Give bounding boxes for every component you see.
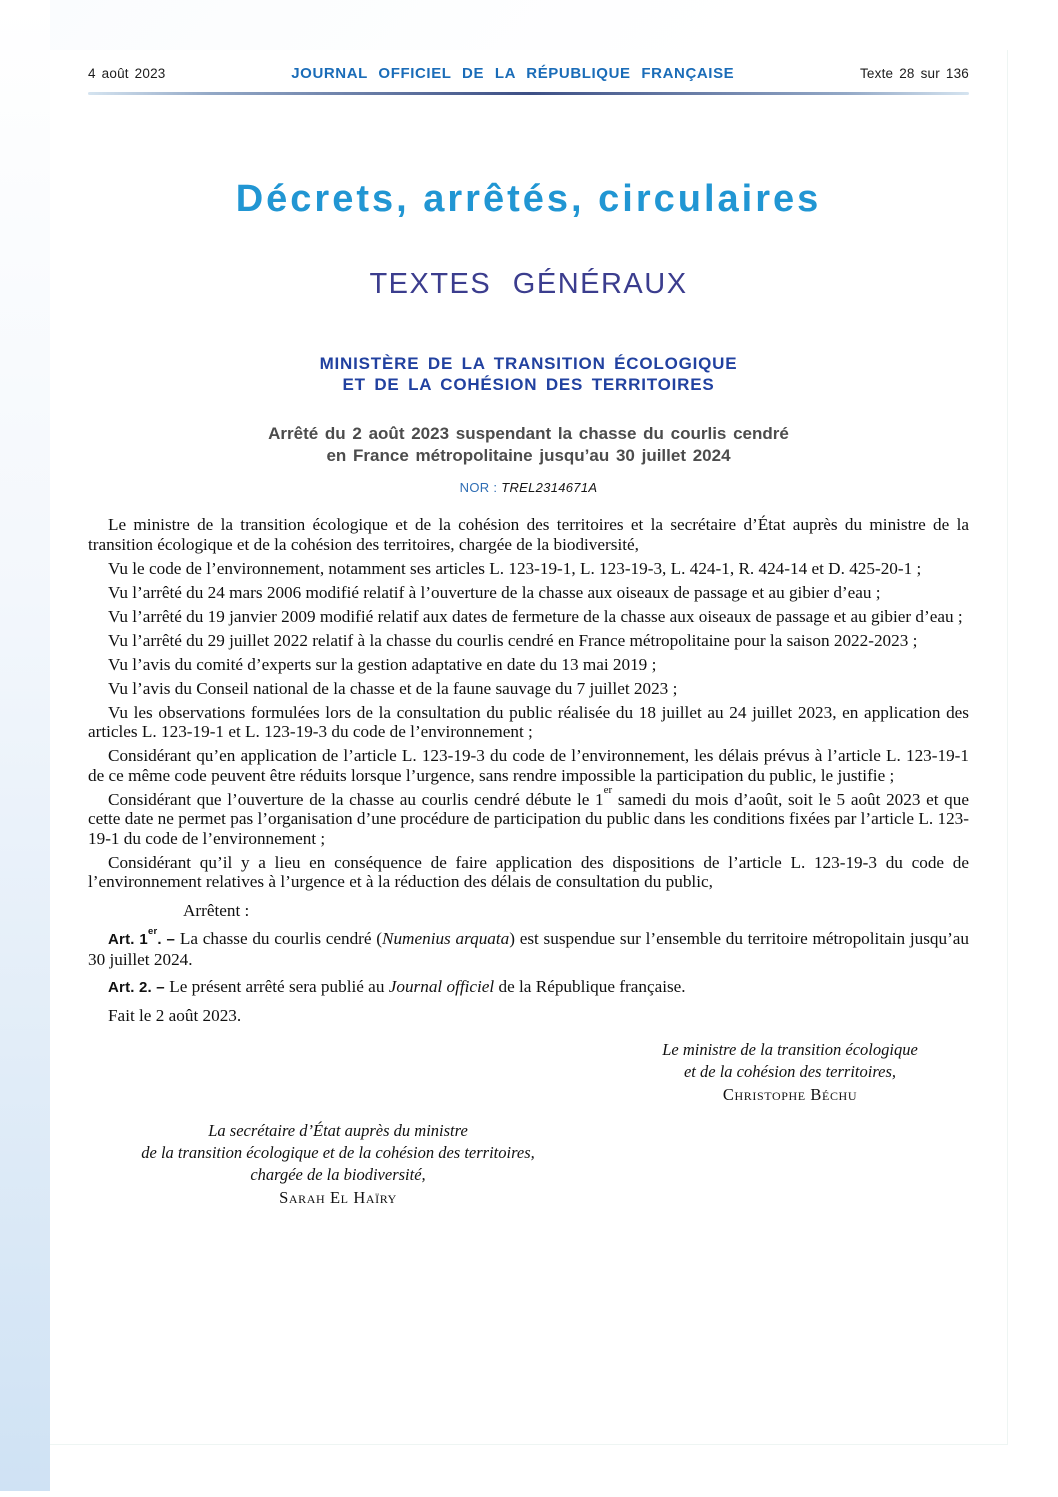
article-2-label: Art. 2. – bbox=[108, 979, 170, 996]
section-main-title: Décrets, arrêtés, circulaires bbox=[235, 178, 822, 220]
act-body bbox=[88, 515, 969, 1025]
article-2-text-end: de la République française. bbox=[494, 977, 686, 996]
left-margin-shade bbox=[0, 0, 50, 1491]
considerant-paragraph-1: Considérant qu’en application de l’article L. 123-19-3 du code de l’environnement, les délais prévus à l’article L. 123-19-1 de ce même code peuvent être réduits lorsque l’urgence, sans rendre impossible la participation du public, le justifie ; bbox=[88, 746, 969, 785]
act-title-line-1: Arrêté du 2 août 2023 suspendant la chasse du courlis cendré bbox=[268, 424, 789, 443]
preamble-paragraph: Le ministre de la transition écologique et de la cohésion des territoires et la secrétaire d’État auprès du ministre de la transition écologique et de la cohésion des territoires, chargée de la biodiversité, bbox=[88, 515, 969, 554]
article-1 bbox=[88, 926, 970, 969]
considerant-2-text-start: Considérant que l’ouverture de la chasse au courlis cendré débute le 1 bbox=[108, 789, 604, 809]
minister-role-line-1: Le ministre de la transition écologique bbox=[662, 1040, 918, 1059]
ordinal-superscript: er bbox=[603, 783, 613, 796]
article-1-text-end: ) est suspendue sur l’ensemble du territoire métropolitain jusqu’au 30 juillet 2024. bbox=[88, 929, 970, 969]
page-top-shade bbox=[0, 0, 1058, 50]
act-title bbox=[88, 423, 969, 467]
visa-paragraph-1: Vu le code de l’environnement, notamment ses articles L. 123-19-1, L. 123-19-3, L. 424-1, R. 424-14 et D. 425-20-1 ; bbox=[108, 558, 922, 578]
minister-role-line-2: et de la cohésion des territoires, bbox=[683, 1062, 897, 1081]
nor-value: TREL2314671A bbox=[501, 480, 598, 495]
nor-line bbox=[88, 480, 969, 495]
article-1-text-start: La chasse du courlis cendré ( bbox=[179, 929, 382, 948]
visa-paragraph-4: Vu l’arrêté du 29 juillet 2022 relatif à la chasse du courlis cendré en France métropolitaine pour la saison 2022-2023 ; bbox=[108, 630, 918, 650]
considerant-2-text-end: samedi du mois d’août, soit le 5 août 2023 et que cette date ne permet pas l’organisation d’une procédure de participation du public dans les conditions fixées par l’article L. 123-19-1 du code de l’environnement ; bbox=[88, 789, 969, 848]
article-1-species-name: Numenius arquata bbox=[382, 929, 510, 948]
considerant-paragraph-3: Considérant qu’il y a lieu en conséquence de faire application des dispositions de l’article L. 123-19-3 du code de l’environnement relatives à l’urgence et à la réduction des délais de consultation du public, bbox=[88, 852, 969, 891]
journal-title: JOURNAL OFFICIEL DE LA RÉPUBLIQUE FRANÇAISE bbox=[291, 65, 735, 82]
visa-paragraph-5: Vu l’avis du comité d’experts sur la gestion adaptative en date du 13 mai 2019 ; bbox=[108, 654, 657, 674]
visa-paragraph-7: Vu les observations formulées lors de la consultation du public réalisée du 18 juillet au 24 juillet 2023, en application des articles L. 123-19-1 et L. 123-19-3 du code de l’environnement ; bbox=[88, 702, 969, 741]
article-2-journal-name: Journal officiel bbox=[388, 977, 495, 996]
section-subtitle: TEXTES GÉNÉRAUX bbox=[369, 268, 688, 300]
ministry-line-1: MINISTÈRE DE LA TRANSITION ÉCOLOGIQUE bbox=[319, 354, 738, 373]
considerant-paragraph-2 bbox=[88, 783, 969, 849]
secretary-name: Sarah El Haïry bbox=[279, 1188, 397, 1207]
running-head bbox=[88, 50, 969, 82]
act-title-line-2: en France métropolitaine jusqu’au 30 juillet 2024 bbox=[326, 446, 731, 465]
secretary-signature-block bbox=[88, 1120, 588, 1209]
article-2-text-start: Le présent arrêté sera publié au bbox=[169, 977, 389, 996]
secretary-role-line-2: de la transition écologique et de la cohésion des territoires, bbox=[141, 1143, 535, 1162]
journal-page bbox=[50, 50, 1008, 1445]
text-reference: Texte 28 sur 136 bbox=[859, 66, 969, 81]
article-1-label: Art. 1er. – bbox=[108, 926, 180, 948]
minister-name: Christophe Béchu bbox=[722, 1085, 858, 1104]
arretent-line: Arrêtent : bbox=[183, 900, 250, 920]
article-1-ordinal: er bbox=[147, 926, 158, 937]
nor-label: NOR : bbox=[459, 480, 502, 495]
secretary-role-line-1: La secrétaire d’État auprès du ministre bbox=[208, 1121, 468, 1140]
visa-paragraph-3: Vu l’arrêté du 19 janvier 2009 modifié relatif aux dates de fermeture de la chasse aux oiseaux de passage et au gibier d’eau ; bbox=[108, 606, 963, 626]
ministry-heading bbox=[88, 353, 969, 395]
header-divider bbox=[88, 92, 969, 95]
visa-paragraph-6: Vu l’avis du Conseil national de la chasse et de la faune sauvage du 7 juillet 2023 ; bbox=[108, 678, 678, 698]
fait-line: Fait le 2 août 2023. bbox=[108, 1005, 242, 1025]
ministry-line-2: ET DE LA COHÉSION DES TERRITOIRES bbox=[342, 375, 715, 394]
article-2 bbox=[88, 977, 969, 998]
issue-date: 4 août 2023 bbox=[88, 66, 166, 81]
secretary-role-line-3: chargée de la biodiversité, bbox=[250, 1165, 426, 1184]
minister-signature-block bbox=[600, 1039, 980, 1106]
visa-paragraph-2: Vu l’arrêté du 24 mars 2006 modifié relatif à l’ouverture de la chasse aux oiseaux de passage et au gibier d’eau ; bbox=[108, 582, 881, 602]
